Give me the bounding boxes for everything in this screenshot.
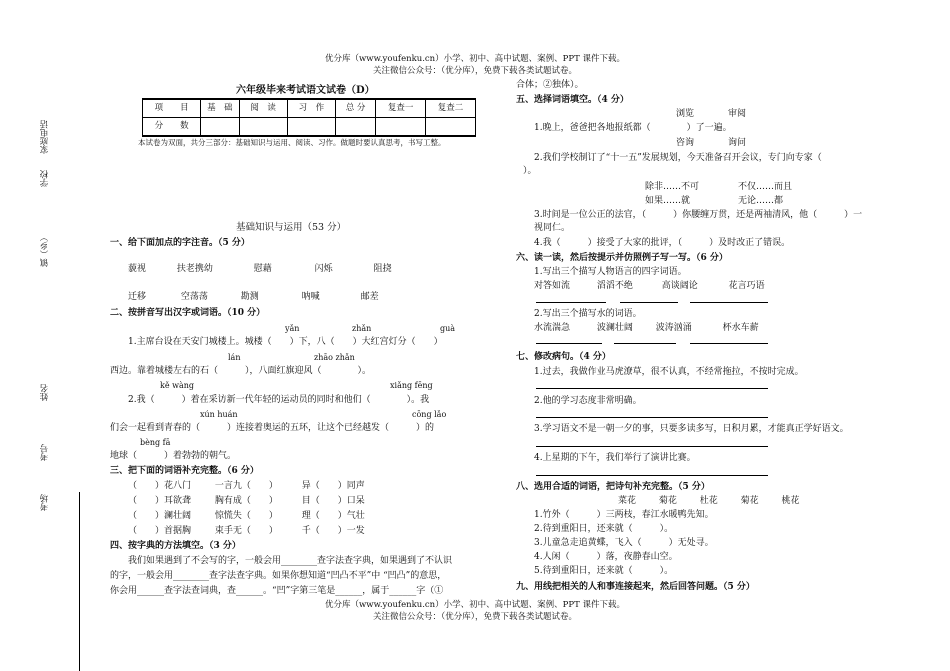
q4-line-1: 我们如果遇到了不会写的字，一般会用________查字法查字典，如果遇到了不认识 — [128, 556, 453, 566]
q5-sentence-3a: 3.时间是一位公正的法官，（ ）你腰缠万贯，还是两袖清风，他（ ）一 — [534, 210, 863, 220]
binding-line — [79, 492, 80, 671]
q3-row — [128, 481, 365, 492]
q6-example: 对答如流 — [534, 281, 571, 291]
exam-note: 本试卷为双面，共分三部分：基础知识与运用、阅读、习作。做题时要认真思考，书写工整。 — [138, 138, 446, 147]
q5-option: 审阅 — [728, 109, 747, 119]
q2-sentence-2: 西边。靠着城楼左右的石（ ），八面红旗迎风（ ）。 — [110, 366, 372, 376]
q3-row — [128, 526, 365, 537]
table-cell: 项 目 — [143, 99, 201, 118]
q1-word: 空荡荡 — [180, 292, 208, 302]
q6-sentence-1: 1.写出三个描写人物语言的四字词语。 — [534, 267, 687, 277]
sidebar-town: 镇（乡） — [40, 233, 50, 267]
q2-pinyin: guà — [440, 324, 456, 333]
q8-option: 菊花 — [740, 496, 759, 506]
q4-title: 四、按字典的方法填空。（3 分） — [110, 541, 241, 551]
sidebar-school: 学校 — [40, 170, 50, 187]
q3-item: （ ）耳欲聋 — [128, 496, 192, 506]
q3-item: （ ）首据胸 — [128, 526, 192, 536]
q2-pinyin: xún huán — [200, 410, 238, 419]
answer-line[interactable] — [620, 302, 678, 303]
q5-option: 无论……都 — [738, 196, 784, 206]
q6-example: 滔滔不绝 — [596, 281, 633, 291]
sidebar-name: 姓名 — [40, 384, 50, 401]
q8-option: 菊花 — [658, 496, 677, 506]
q8-option: 桃花 — [781, 496, 800, 506]
q2-pinyin: lán — [228, 353, 241, 362]
q1-word: 呐喊 — [301, 292, 320, 302]
q2-title: 二、按拼音写出汉字或词语。（10 分） — [110, 308, 266, 318]
answer-line[interactable] — [536, 475, 768, 476]
q5-option: 咨询 — [676, 138, 695, 148]
q8-option: 菜花 — [618, 496, 637, 506]
score-table-score-row — [143, 118, 476, 137]
q5-option: 除非……不可 — [645, 182, 700, 192]
q3-item: （ ）澜壮阔 — [128, 511, 192, 521]
q5-title: 五、选择词语填空。（4 分） — [516, 95, 629, 105]
q8-sentence-2: 2.待到重阳日，还来就（ ）。 — [534, 524, 674, 534]
footer-line-2: 关注微信公众号：（优分库），免费下载各类试题试卷。 — [372, 612, 577, 622]
q3-item: 理（ ）气壮 — [301, 511, 365, 521]
answer-line[interactable] — [690, 343, 768, 344]
q7-sentence-3: 3.学习语文不是一朝一夕的事，只要多读多写，日积月累，才能真正学好语文。 — [534, 424, 849, 434]
q7-sentence-1: 1.过去，我做作业马虎潦草，很不认真，不经常拖拉，不按时完成。 — [534, 367, 804, 377]
q2-sentence-1: 1.主席台设在天安门城楼上。城楼（ ）下，八（ ）大红宫灯分（ ） — [128, 337, 443, 347]
table-cell: 分 数 — [143, 118, 201, 137]
q2-pinyin: zhāo zhǎn — [314, 353, 355, 362]
q1-word: 闪烁 — [314, 264, 333, 274]
header-line-2: 关注微信公众号：（优分库），免费下载各类试题试卷。 — [372, 66, 577, 76]
answer-line[interactable] — [536, 446, 768, 447]
q8-sentence-3: 3.儿童急走追黄蝶，飞入（ ）无处寻。 — [534, 538, 714, 548]
answer-line[interactable] — [536, 388, 768, 389]
q5-sentence-1: 1.晚上，爸爸把各地报纸都（ ）了一遍。 — [534, 123, 732, 133]
q3-title: 三、把下面的词语补充完整。（6 分） — [110, 466, 259, 476]
table-cell: 总 分 — [335, 99, 375, 118]
q3-row — [128, 496, 365, 507]
q7-title: 七、修改病句。（4 分） — [516, 352, 611, 362]
q1-word: 邮差 — [360, 292, 379, 302]
q3-item: 束手无（ ） — [214, 526, 278, 536]
answer-line[interactable] — [536, 302, 606, 303]
table-cell: 复查一 — [376, 99, 426, 118]
q7-sentence-4: 4.上星期的下午，我们举行了演讲比赛。 — [534, 453, 696, 463]
table-cell: 习 作 — [287, 99, 335, 118]
q3-item: 胸有成（ ） — [214, 496, 278, 506]
q5-option: 浏览 — [676, 109, 695, 119]
q3-item: 目（ ）口呆 — [301, 496, 365, 506]
q8-title: 八、选用合适的词语，把诗句补充完整。（5 分） — [516, 482, 710, 492]
score-table — [142, 98, 476, 137]
q1-word: 勘测 — [240, 292, 259, 302]
q7-sentence-2: 2.他的学习态度非常明确。 — [534, 396, 642, 406]
q6-example: 杯水车薪 — [722, 323, 759, 333]
q4-line-3: 你会用______查字法查词典，查______。“凹”字第三笔是______，属于______字（① — [110, 586, 444, 596]
q9-title: 九、用线把相关的人和事连接起来，然后回答问题。（5 分） — [516, 582, 755, 592]
q5-sentence-4: 4.我（ ）接受了大家的批评，（ ）及时改正了错误。 — [534, 238, 791, 248]
footer-line-1: 优分库（www.youfenku.cn）小学、初中、高中试题、案例、PPT 课件下载。 — [325, 600, 625, 610]
q6-example: 花言巧语 — [728, 281, 765, 291]
score-input-cell[interactable] — [376, 118, 426, 137]
q3-item: 千（ ）一发 — [301, 526, 365, 536]
q1-word: 迁移 — [128, 292, 147, 302]
q5-sentence-2a: 2.我们学校制订了“十一五”发展规划，今天准备召开会议，专门向专家（ — [534, 153, 822, 163]
q2-pinyin: cōng lǎo — [412, 410, 447, 419]
score-input-cell[interactable] — [201, 118, 239, 137]
header-line-1: 优分库（www.youfenku.cn）小学、初中、高中试题、案例、PPT 课件下载。 — [325, 54, 625, 64]
q2-sentence-3: 2.我（ ）着在采访新一代年轻的运动员的同时和他们（ ）。我 — [128, 395, 430, 405]
q6-example: 水流湍急 — [534, 323, 571, 333]
q8-sentence-1: 1.竹外（ ）三两枝，春江水暖鸭先知。 — [534, 510, 714, 520]
q2-pinyin: yǎn — [285, 324, 300, 333]
score-table-header-row — [143, 99, 476, 118]
q3-item: 异（ ）同声 — [301, 481, 365, 491]
q5-option: 如果……就 — [645, 196, 691, 206]
q2-pinyin: zhǎn — [352, 324, 372, 333]
q4-line-2: 的字，一般会用________查字法查字典。如果你想知道“凹凸不平”中 “凹凸”的意思， — [110, 571, 447, 581]
q5-option: 询问 — [728, 138, 747, 148]
q5-option: 不仅……而且 — [738, 182, 793, 192]
table-cell: 阅 读 — [239, 99, 287, 118]
q1-row-1 — [128, 264, 418, 275]
answer-line[interactable] — [614, 343, 676, 344]
q5-sentence-3b: 视同仁。 — [534, 223, 571, 233]
q8-sentence-5: 5.待到重阳日，还来就（ ）。 — [534, 566, 674, 576]
table-cell: 复查二 — [426, 99, 476, 118]
q2-sentence-4: 们会一起看到青春的（ ）连接着奥运的五环，让这个已经越发（ ）的 — [110, 423, 435, 433]
sidebar-number: 考号 — [40, 444, 50, 461]
table-cell: 基 础 — [201, 99, 239, 118]
q6-examples-1 — [534, 281, 765, 292]
q6-title: 六、读一读，然后按提示并仿照例子写一写。（6 分） — [516, 253, 728, 263]
sidebar-phone: 家庭电话 — [40, 120, 50, 154]
score-input-cell[interactable] — [239, 118, 287, 137]
q2-pinyin: kě wàng — [160, 381, 195, 390]
q1-word: 藐视 — [128, 264, 147, 274]
q2-pinyin: xiǎng fēng — [390, 381, 433, 390]
score-input-cell[interactable] — [287, 118, 335, 137]
q2-sentence-5: 地球（ ）着勃勃的朝气。 — [110, 451, 237, 461]
q6-example: 波涛汹涌 — [655, 323, 692, 333]
q2-pinyin: bèng fā — [140, 438, 171, 447]
part-title: 基础知识与运用（53 分） — [236, 222, 347, 233]
q1-word: 慰藉 — [253, 264, 272, 274]
q6-example: 波澜壮阔 — [596, 323, 633, 333]
q3-item: 一言九（ ） — [214, 481, 278, 491]
q3-item: （ ）花八门 — [128, 481, 192, 491]
q8-sentence-4: 4.人闲（ ）落，夜静春山空。 — [534, 552, 678, 562]
answer-line[interactable] — [536, 343, 602, 344]
q6-sentence-2: 2.写出三个描写水的词语。 — [534, 309, 642, 319]
answer-line[interactable] — [690, 302, 768, 303]
score-input-cell[interactable] — [335, 118, 375, 137]
q8-option: 杜花 — [699, 496, 718, 506]
q1-word: 阻挠 — [373, 264, 392, 274]
score-input-cell[interactable] — [426, 118, 476, 137]
q1-word: 扶老携幼 — [176, 264, 213, 274]
sidebar-room: 考场 — [40, 494, 50, 511]
q8-options — [618, 496, 800, 507]
q3-item: 惊慌失（ ） — [214, 511, 278, 521]
q1-row-2 — [128, 292, 405, 303]
q5-sentence-2b: ）。 — [523, 166, 537, 176]
q4-continued: 合体；②独体）。 — [516, 80, 584, 90]
q1-title: 一、给下面加点的字注音。（5 分） — [110, 238, 250, 248]
q3-row — [128, 511, 365, 522]
answer-line[interactable] — [536, 417, 768, 418]
q6-example: 高谈阔论 — [661, 281, 698, 291]
exam-title: 六年级毕来考试语文试卷（D） — [236, 85, 375, 96]
q6-examples-2 — [534, 323, 759, 334]
